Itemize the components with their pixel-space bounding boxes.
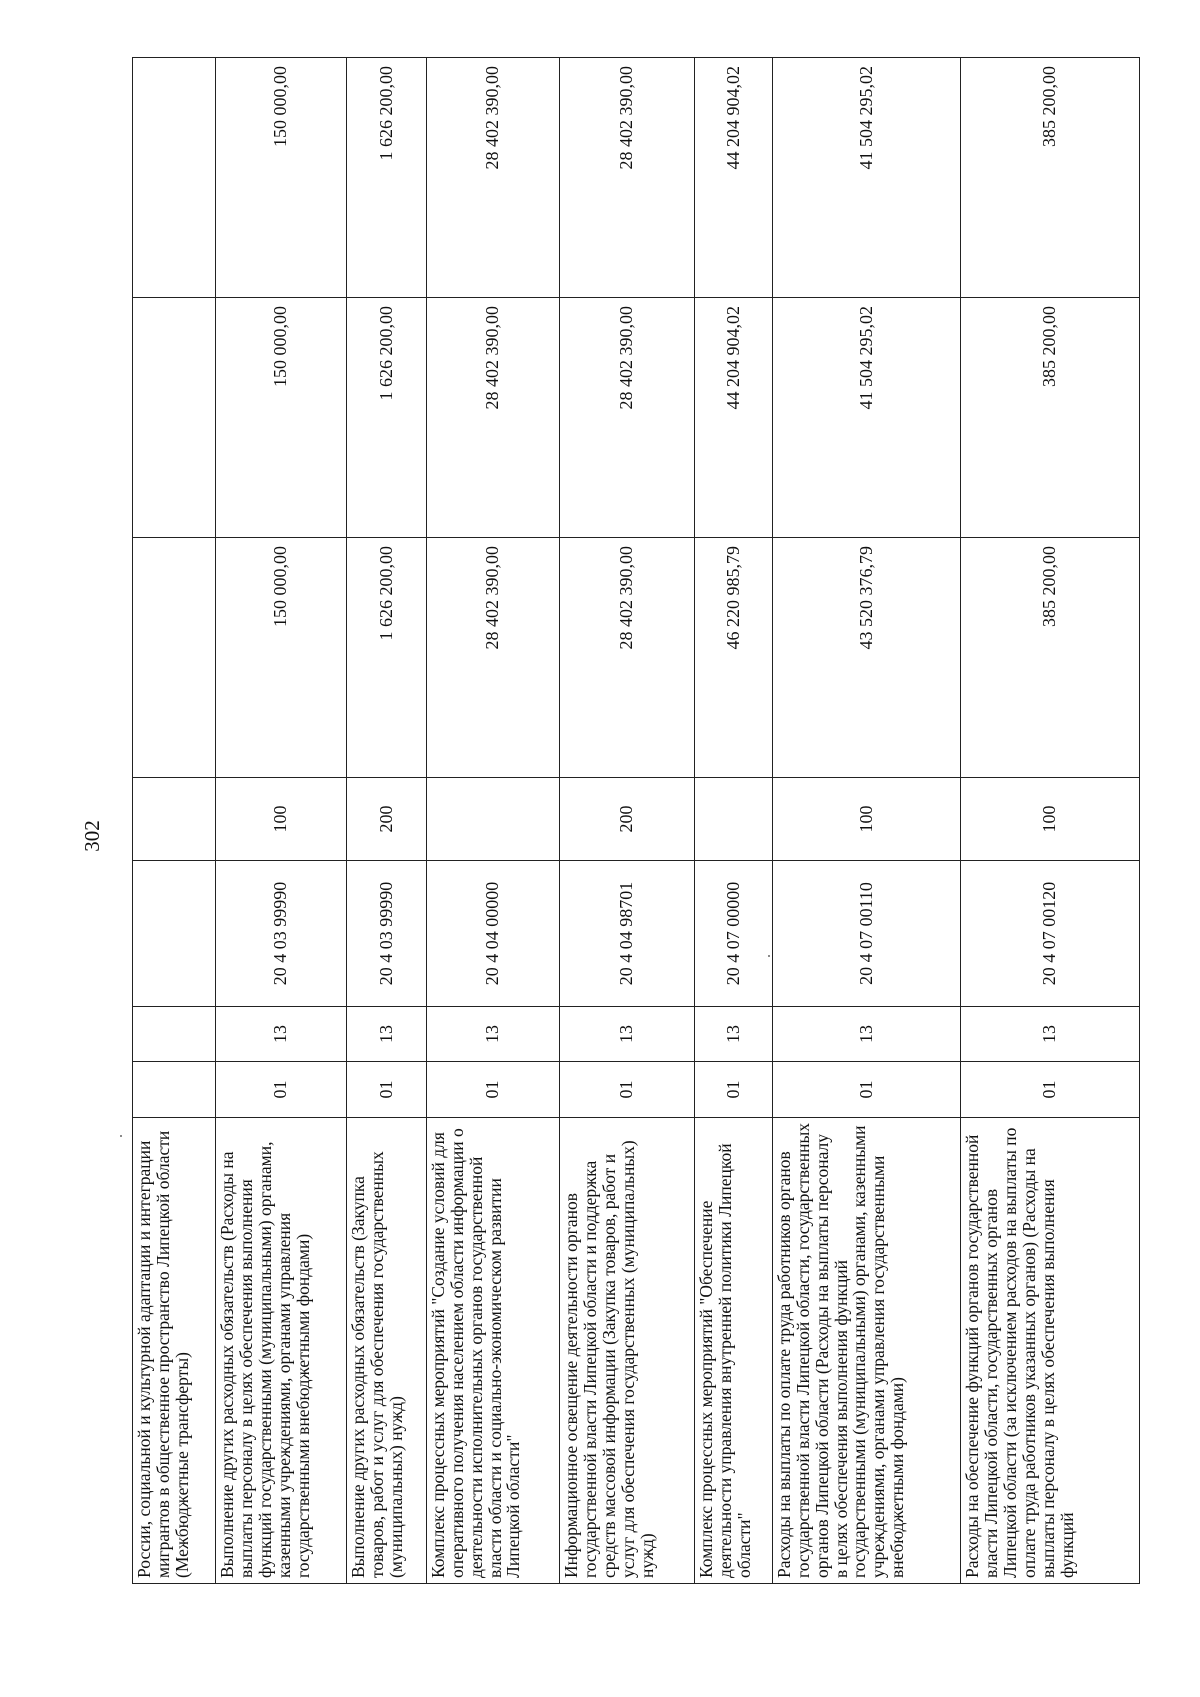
section-code: [133, 1062, 216, 1118]
amount-year-3: 41 504 295,02: [772, 58, 961, 298]
row-name: Выполнение других расходных обязательств (Расходы на выплаты персоналу в целях обеспечения выполнения функций государственными (муниципальными) органами, казенными учреждениями, органами управления государственными внебюджетными фондами): [216, 1118, 347, 1584]
expense-type: 200: [347, 778, 427, 861]
section-code: 01: [695, 1062, 773, 1118]
amount-year-2: 28 402 390,00: [426, 298, 559, 538]
row-name: Расходы на обеспечение функций органов государственной власти Липецкой области, государственных органов Липецкой области (за исключением расходов на выплаты по оплате труда работников указанных органов) (Расходы на выплаты персоналу в целях обеспечения выполнения функций: [961, 1118, 1140, 1584]
expense-type: 200: [559, 778, 694, 861]
subsection-code: 13: [216, 1007, 347, 1062]
section-code: 01: [559, 1062, 694, 1118]
section-code: 01: [426, 1062, 559, 1118]
amount-year-3: 1 626 200,00: [347, 58, 427, 298]
target-article: 20 4 03 99990: [216, 861, 347, 1007]
row-name: Информационное освещение деятельности органов государственной власти Липецкой области и поддержка средств массовой информации (Закупка товаров, работ и услуг для обеспечения государственных (муниципальных) нужд): [559, 1118, 694, 1584]
table-row: [961, 58, 1140, 1584]
table-row: [133, 58, 216, 1584]
amount-year-1: 28 402 390,00: [559, 538, 694, 778]
section-code: 01: [216, 1062, 347, 1118]
amount-year-3: 150 000,00: [216, 58, 347, 298]
subsection-code: 13: [772, 1007, 961, 1062]
amount-year-3: 385 200,00: [961, 58, 1140, 298]
target-article: 20 4 04 00000: [426, 861, 559, 1007]
expense-type: 100: [216, 778, 347, 861]
amount-year-1: 46 220 985,79: [695, 538, 773, 778]
expense-type: [426, 778, 559, 861]
amount-year-2: 44 204 904,02: [695, 298, 773, 538]
row-name: Комплекс процессных мероприятий "Обеспечение деятельности управления внутренней политики Липецкой области": [695, 1118, 773, 1584]
amount-year-2: 28 402 390,00: [559, 298, 694, 538]
expense-type: [133, 778, 216, 861]
amount-year-2: 41 504 295,02: [772, 298, 961, 538]
subsection-code: 13: [695, 1007, 773, 1062]
table-row: [426, 58, 559, 1584]
expense-type: [695, 778, 773, 861]
row-name: Расходы на выплаты по оплате труда работников органов государственной власти Липецкой области, государственных органов Липецкой области (Расходы на выплаты персоналу в целях обеспечения выполнения функций государственными (муниципальными) органами, казенными учреждениями, органами управления государственными внебюджетными фондами): [772, 1118, 961, 1584]
amount-year-2: 385 200,00: [961, 298, 1140, 538]
expense-type: 100: [961, 778, 1140, 861]
amount-year-2: [133, 298, 216, 538]
target-article: 20 4 07 00110: [772, 861, 961, 1007]
table-row: [772, 58, 961, 1584]
page-number: 302: [80, 820, 104, 852]
amount-year-1: 385 200,00: [961, 538, 1140, 778]
amount-year-2: 150 000,00: [216, 298, 347, 538]
subsection-code: [133, 1007, 216, 1062]
subsection-code: 13: [961, 1007, 1140, 1062]
row-name: Выполнение других расходных обязательств (Закупка товаров, работ и услуг для обеспечения государственных (муниципальных) нужд): [347, 1118, 427, 1584]
section-code: 01: [347, 1062, 427, 1118]
scan-speck: [120, 1135, 122, 1137]
amount-year-2: 1 626 200,00: [347, 298, 427, 538]
amount-year-1: 1 626 200,00: [347, 538, 427, 778]
target-article: 20 4 03 99990: [347, 861, 427, 1007]
subsection-code: 13: [559, 1007, 694, 1062]
amount-year-3: 28 402 390,00: [426, 58, 559, 298]
table-row: [216, 58, 347, 1584]
amount-year-3: [133, 58, 216, 298]
amount-year-1: 28 402 390,00: [426, 538, 559, 778]
table-row: [347, 58, 427, 1584]
subsection-code: 13: [347, 1007, 427, 1062]
subsection-code: 13: [426, 1007, 559, 1062]
expense-type: 100: [772, 778, 961, 861]
amount-year-3: 44 204 904,02: [695, 58, 773, 298]
amount-year-3: 28 402 390,00: [559, 58, 694, 298]
table-row: [695, 58, 773, 1584]
section-code: 01: [961, 1062, 1140, 1118]
amount-year-1: 150 000,00: [216, 538, 347, 778]
budget-table-container: [132, 58, 1140, 1584]
budget-allocation-table: [132, 57, 1140, 1584]
scan-speck: [768, 955, 770, 957]
target-article: [133, 861, 216, 1007]
section-code: 01: [772, 1062, 961, 1118]
row-name: Комплекс процессных мероприятий "Создание условий для оперативного получения населением области информации о деятельности исполнительных органов государственной власти области и социально-экономическом развитии Липецкой области": [426, 1118, 559, 1584]
target-article: 20 4 07 00120: [961, 861, 1140, 1007]
target-article: 20 4 04 98701: [559, 861, 694, 1007]
amount-year-1: 43 520 376,79: [772, 538, 961, 778]
target-article: 20 4 07 00000: [695, 861, 773, 1007]
table-row: [559, 58, 694, 1584]
row-name: России, социальной и культурной адаптации и интеграции мигрантов в общественное пространство Липецкой области (Межбюджетные трансферты): [133, 1118, 216, 1584]
amount-year-1: [133, 538, 216, 778]
